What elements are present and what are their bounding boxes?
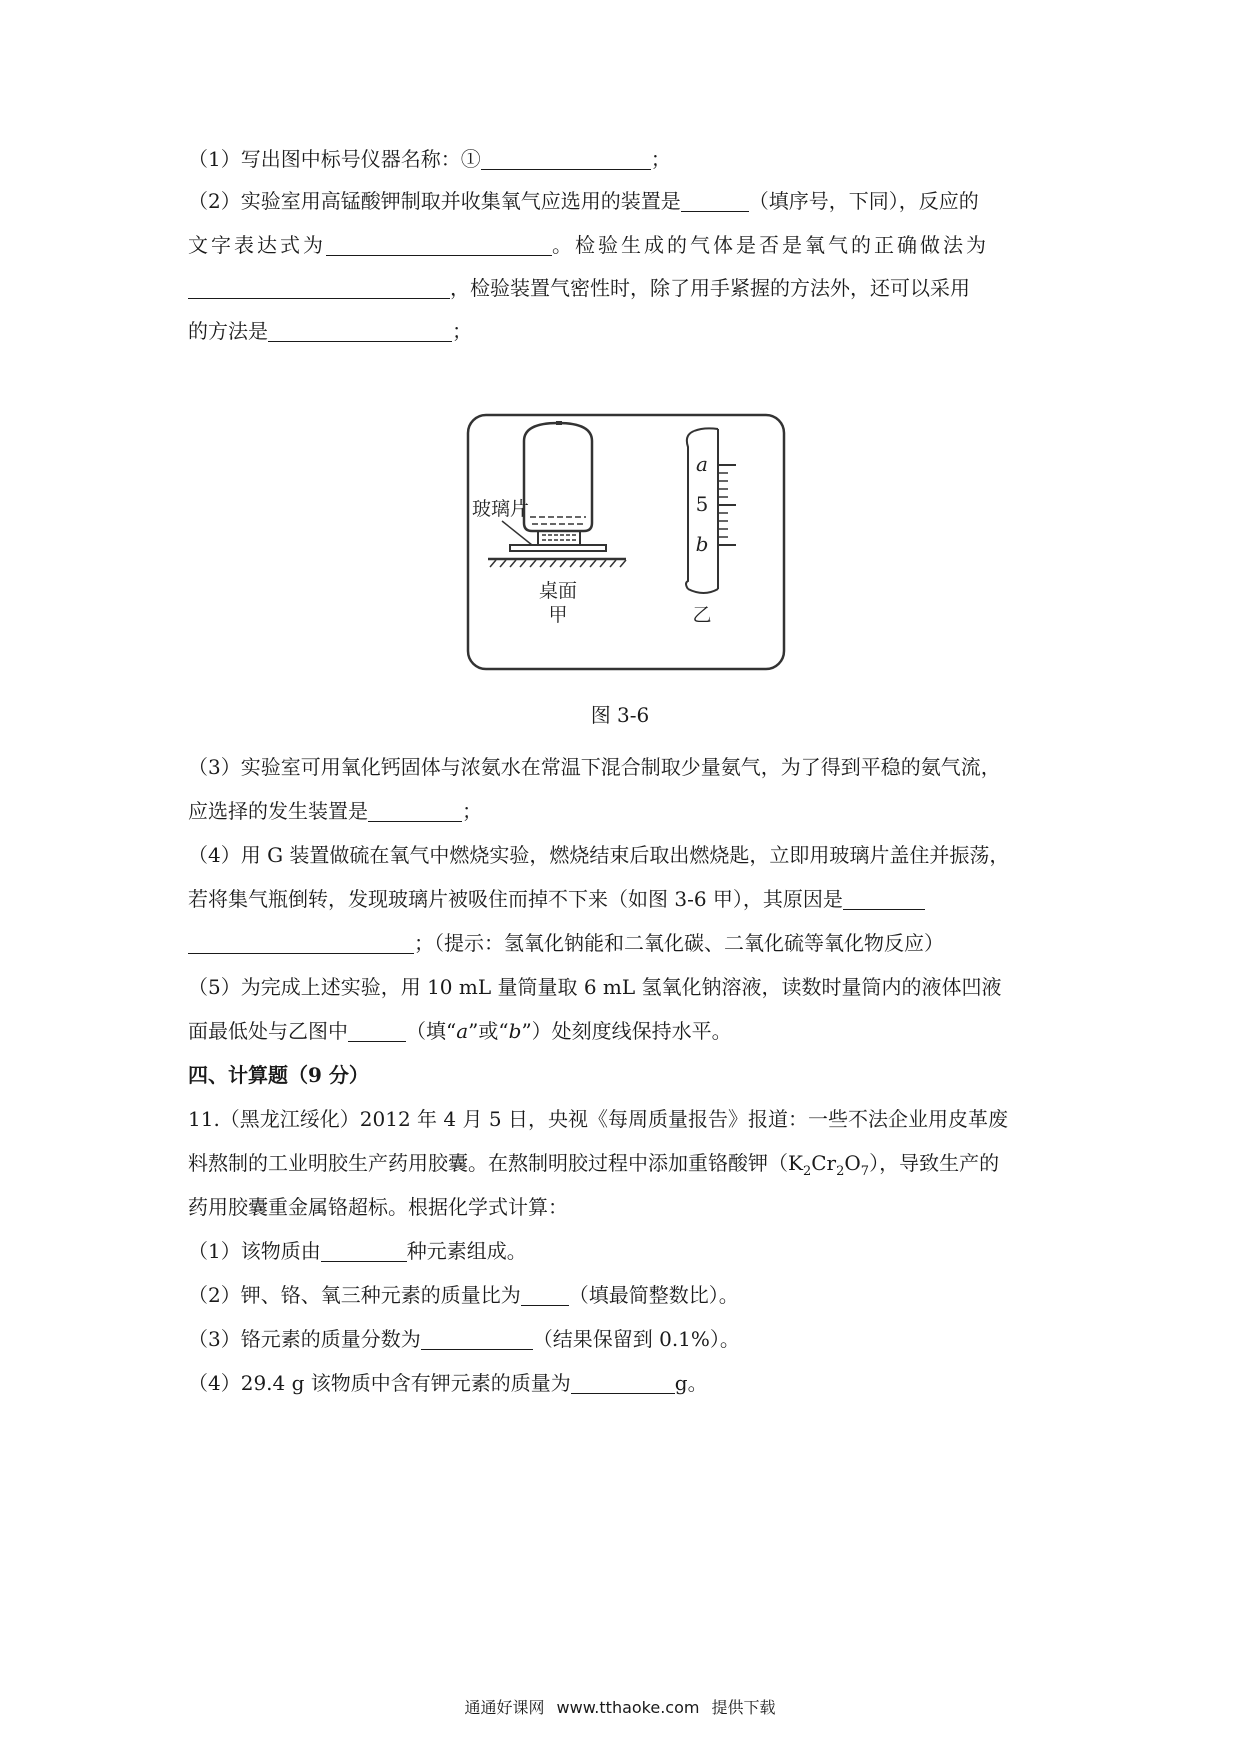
answer-blank-2b[interactable] [326, 233, 552, 256]
scale-mark-5: 5 [695, 492, 709, 516]
answer-blank-5[interactable] [348, 1019, 406, 1042]
answer-blank-2a[interactable] [681, 189, 749, 212]
question-11-sub-4: （4）29.4 g 该物质中含有钾元素的质量为 g。 [188, 1371, 708, 1395]
question-11-line-1: 11.（黑龙江绥化）2012 年 4 月 5 日，央视《每周质量报告》报道：一些不法企业用皮革废 [188, 1107, 1008, 1131]
question-3-line-1: （3）实验室可用氧化钙固体与浓氨水在常温下混合制取少量氨气，为了得到平稳的氨气流， [188, 755, 1001, 779]
cylinder-scale-illustration [686, 428, 736, 593]
label-glass-plate: 玻璃片 [472, 498, 530, 520]
figure-caption: 图 3-6 [590, 703, 650, 727]
answer-blank-2c[interactable] [188, 276, 450, 299]
question-11-sub-2: （2）钾、铬、氧三种元素的质量比为 （填最简整数比）。 [188, 1283, 739, 1307]
label-yi: 乙 [692, 604, 712, 626]
figure-frame [468, 415, 784, 669]
answer-blank-11-1[interactable] [321, 1239, 407, 1262]
answer-blank-2d[interactable] [268, 319, 452, 342]
answer-blank-11-4[interactable] [571, 1371, 675, 1394]
label-jia: 甲 [548, 604, 568, 626]
question-3-line-2: 应选择的发生装置是 ； [188, 799, 482, 823]
footer-site-name: 通通好课网 [464, 1698, 545, 1717]
question-4-line-2: 若将集气瓶倒转，发现玻璃片被吸住而掉不下来（如图 3-6 甲），其原因是 [188, 884, 1068, 914]
question-11-sub-1: （1）该物质由 种元素组成。 [188, 1239, 527, 1263]
gas-jar-illustration [488, 423, 626, 567]
question-4-line-3: ；（提示：氢氧化钠能和二氧化碳、二氧化硫等氧化物反应） [188, 928, 1068, 958]
question-11-line-2: 料熬制的工业明胶生产药用胶囊。在熬制明胶过程中添加重铬酸钾$(K_2Cr_2O_7)$，导致生产的 [188, 1151, 1000, 1179]
scale-mark-b: b [695, 532, 709, 556]
section-4-title: 四、计算题（9 分） [188, 1063, 369, 1087]
question-2-line-2: 文字表达式为 。检验生成的气体是否是氧气的正确做法为 [188, 233, 989, 257]
question-5-line-2: 面最低处与乙图中 （填“a”或“b”）处刻度线保持水平。 [188, 1019, 732, 1043]
answer-blank-4a[interactable] [843, 887, 925, 910]
question-2-line-4: 的方法是 ； [188, 319, 472, 343]
answer-blank-4b[interactable] [188, 931, 414, 954]
label-tabletop: 桌面 [538, 580, 578, 602]
answer-blank-1[interactable] [481, 147, 651, 170]
question-11-line-3: 药用胶囊重金属铬超标。根据化学式计算： [188, 1195, 568, 1219]
footer-url[interactable]: www.tthaoke.com [556, 1698, 700, 1717]
question-5-line-1: （5）为完成上述实验，用 10 mL 量筒量取 6 mL 氢氧化钠溶液，读数时量筒内的液体凹液 [188, 975, 1002, 999]
question-1: （1）写出图中标号仪器名称：① ； [188, 147, 671, 171]
page-footer [0, 1696, 1240, 1720]
answer-blank-11-2[interactable] [521, 1283, 569, 1306]
answer-blank-3[interactable] [368, 799, 462, 822]
question-11-sub-3: （3）铬元素的质量分数为 （结果保留到 0.1%）。 [188, 1327, 740, 1351]
question-4-line-1: （4）用 G 装置做硫在氧气中燃烧实验，燃烧结束后取出燃烧匙，立即用玻璃片盖住并振荡， [188, 843, 1010, 867]
scale-mark-a: a [696, 452, 708, 476]
figure-3-6 [466, 413, 786, 671]
question-2-line-3: ，检验装置气密性时，除了用手紧握的方法外，还可以采用 [188, 273, 1068, 303]
answer-blank-11-3[interactable] [421, 1327, 533, 1350]
question-2-line-1: （2）实验室用高锰酸钾制取并收集氧气应选用的装置是 （填序号，下同），反应的 [188, 189, 979, 213]
footer-note: 提供下载 [711, 1698, 776, 1717]
